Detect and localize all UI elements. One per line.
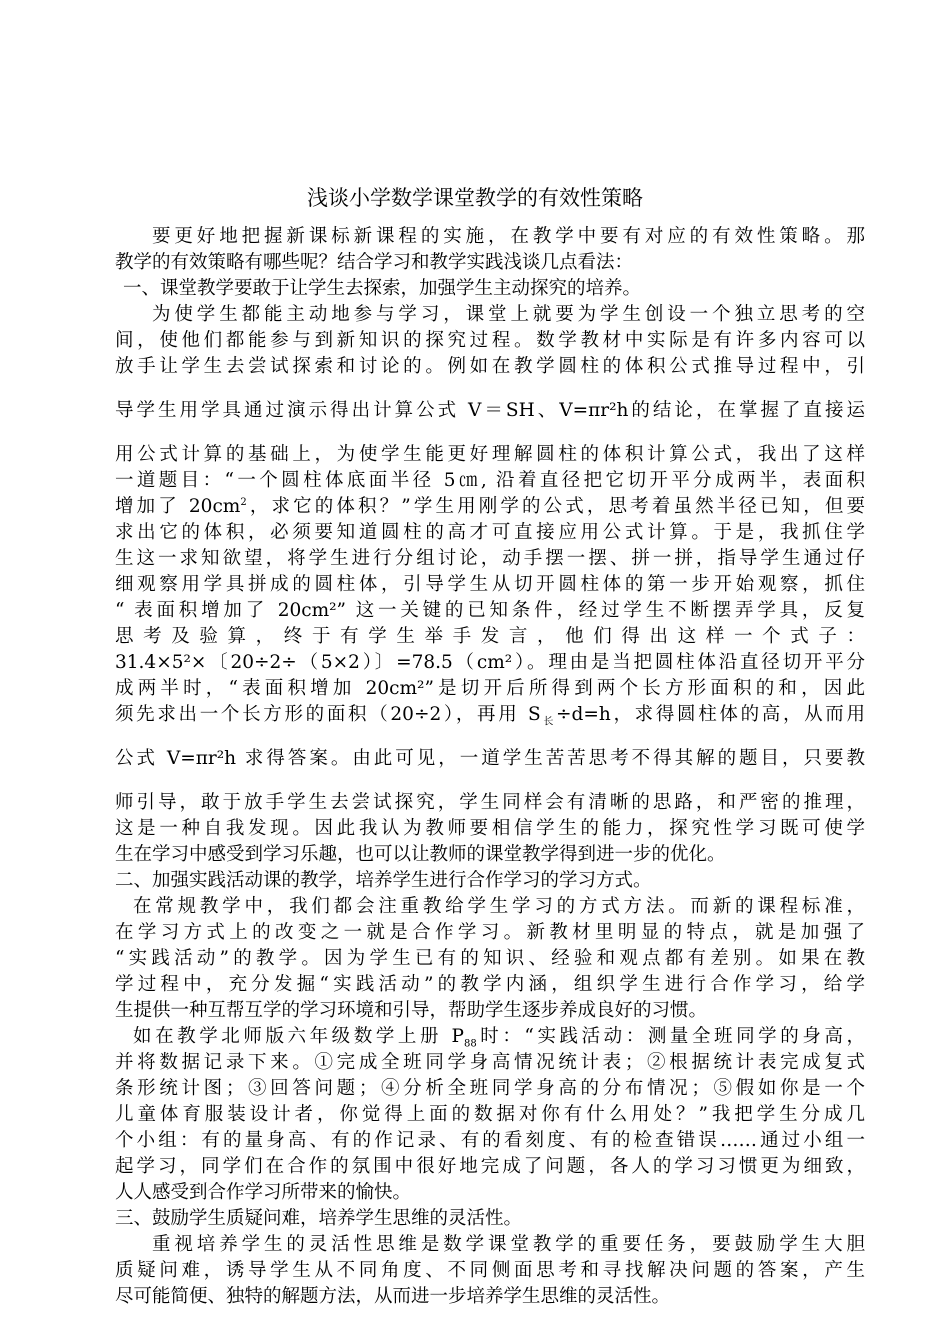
text-line: 用公式计算的基础上，为使学生能更好理解圆柱的体积计算公式，我出了这样	[115, 444, 865, 465]
text-segment: ，求它的体积？”学生用刚学的公式，思考着虽然半径已知，但要	[246, 496, 865, 517]
text-line: 起学习，同学们在合作的氛围中很好地完成了问题，各人的学习习惯更为细致，	[115, 1156, 865, 1177]
text-line: 重视培养学生的灵活性思维是数学课堂教学的重要任务，要鼓励学生大胆	[152, 1234, 865, 1255]
text-line: 放手让学生去尝试探索和讨论的。例如在教学圆柱的体积公式推导过程中，引	[115, 356, 865, 377]
text-segment: 增加了 20cm	[115, 496, 241, 517]
text-line: 尽可能简便、独特的解题方法，从而进一步培养学生思维的灵活性。	[115, 1286, 671, 1307]
text-line: 师引导，敢于放手学生去尝试探究，学生同样会有清晰的思路，和严密的推理，	[115, 792, 865, 813]
text-line: “ 表面积增加了 20cm²” 这一关键的已知条件，经过学生不断摆弄学具，反复	[115, 600, 865, 621]
text-segment: 时：“实践活动：测量全班同学的身高，	[476, 1026, 865, 1047]
text-line: 人人感受到合作学习所带来的愉快。	[115, 1182, 412, 1203]
subscript: 88	[463, 1038, 477, 1050]
text-line: 生在学习中感受到学习乐趣，也可以让教师的课堂教学得到进一步的优化。	[115, 844, 726, 865]
text-segment: 须先求出一个长方形的面积（20÷2），再用 S	[115, 704, 541, 725]
text-line: 条形统计图；③回答问题；④分析全班同学身高的分布情况；⑤假如你是一个	[115, 1078, 865, 1099]
text-line: 间，使他们都能参与到新知识的探究过程。数学教材中实际是有许多内容可以	[115, 330, 865, 351]
text-line: 一道题目：“一个圆柱体底面半径 5㎝, 沿着直径把它切开平分成两半，表面积	[115, 470, 865, 491]
text-segment: ÷d=h，求得圆柱体的高，从而用	[556, 704, 865, 725]
text-line: 思 考 及 验 算 ， 终 于 有 学 生 举 手 发 言 ， 他 们 得 出 这 样 一 个 式 子 ：	[115, 626, 865, 647]
text-line: 这是一种自我发现。因此我认为教师要相信学生的能力，探究性学习既可使学	[115, 818, 865, 839]
section-heading-3: 三、鼓励学生质疑问难，培养学生思维的灵活性。	[115, 1208, 523, 1229]
text-line: 学过程中，充分发掘“实践活动”的教学内涵，组织学生进行合作学习，给学	[115, 974, 865, 995]
text-line-formula: 公式 V=πr²h 求得答案。由此可见，一道学生苦苦思考不得其解的题目，只要教	[115, 748, 865, 769]
text-line: 要更好地把握新课标新课程的实施，在教学中要有对应的有效性策略。那	[152, 226, 865, 247]
document-title: 浅谈小学数学课堂教学的有效性策略	[307, 186, 643, 210]
text-line: 质疑问难，诱导学生从不同角度、不同侧面思考和寻找解决问题的答案，产生	[115, 1260, 865, 1281]
text-line: “实践活动”的教学。因为学生已有的知识、经验和观点都有差别。如果在教	[115, 948, 865, 969]
text-line	[115, 1024, 865, 1050]
text-line-formula: 导学生用学具通过演示得出计算公式 V＝SH、V=πr²h的结论，在掌握了直接运	[115, 400, 865, 421]
text-line: 在学习方式上的改变之一就是合作学习。新教材里明显的特点，就是加强了	[115, 922, 865, 943]
text-line	[115, 702, 865, 728]
section-heading-1: 一、课堂教学要敢于让学生去探索，加强学生主动探究的培养。	[123, 278, 642, 299]
text-line: 生提供一种互帮互学的学习环境和引导，帮助学生逐步养成良好的习惯。	[115, 1000, 708, 1021]
text-line: 教学的有效策略有哪些呢？结合学习和教学实践浅谈几点看法：	[115, 252, 634, 273]
text-line: 成两半时，“表面积增加 20cm²”是切开后所得到两个长方形面积的和，因此	[115, 678, 865, 699]
section-heading-2: 二、加强实践活动课的教学，培养学生进行合作学习的学习方式。	[115, 870, 652, 891]
text-line: 并将数据记录下来。①完成全班同学身高情况统计表；②根据统计表完成复式	[115, 1052, 865, 1073]
text-line: 细观察用学具拼成的圆柱体，引导学生从切开圆柱体的第一步开始观察，抓住	[115, 574, 865, 595]
text-line: 为使学生都能主动地参与学习，课堂上就要为学生创设一个独立思考的空	[152, 304, 865, 325]
text-line	[115, 494, 865, 520]
text-line: 生这一求知欲望，将学生进行分组讨论，动手摆一摆、拼一拼，指导学生通过仔	[115, 548, 865, 569]
text-line: 儿童体育服装设计者，你觉得上面的数据对你有什么用处？”我把学生分成几	[115, 1104, 865, 1125]
text-line: 求出它的体积，必须要知道圆柱的高才可直接应用公式计算。于是，我抓住学	[115, 522, 865, 543]
text-line-equation: 31.4×5²×〔20÷2÷（5×2）〕=78.5（cm²）。理由是当把圆柱体沿直径切开平分	[115, 652, 865, 673]
text-segment: 如在教学北师版六年级数学上册 P	[133, 1026, 464, 1047]
superscript: 2	[240, 496, 247, 508]
text-line: 个小组：有的量身高、有的作记录、有的看刻度、有的检查错误……通过小组一	[115, 1130, 865, 1151]
text-line: 在常规教学中，我们都会注重教给学生学习的方式方法。而新的课程标准，	[133, 896, 865, 917]
subscript: 长	[540, 716, 557, 728]
